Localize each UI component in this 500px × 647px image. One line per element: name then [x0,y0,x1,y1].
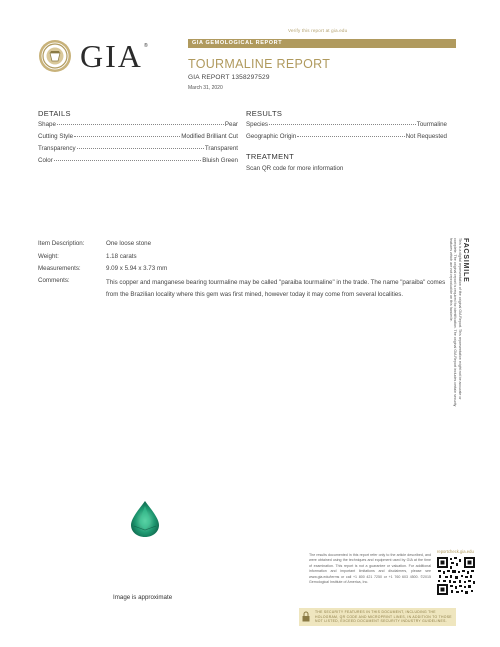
result-label: Geographic Origin [246,133,297,140]
gia-logo [38,39,156,73]
details-row-transparency [38,145,238,152]
detail-label: Cutting Style [38,133,74,140]
facsimile-notice [447,238,469,413]
image-caption: Image is approximate [113,594,173,601]
item-description-value: One loose stone [106,240,152,247]
results-row-species [246,121,447,128]
lock-icon [302,611,310,622]
detail-value: Bluish Green [202,157,238,164]
measurements-value: 9.09 x 5.94 x 3.73 mm [106,265,168,272]
verify-link[interactable]: Verify this report at gia.edu [288,28,348,33]
results-heading: RESULTS [246,109,283,118]
treatment-heading: TREATMENT [246,152,294,161]
report-number: GIA REPORT 1358297529 [188,74,270,81]
item-description-label: Item Description: [38,240,85,247]
result-label: Species [246,121,269,128]
result-value: Tourmaline [416,121,447,128]
details-row-shape [38,121,238,128]
details-row-cutting-style [38,133,238,140]
detail-value: Transparent [204,145,238,152]
treatment-text: Scan QR code for more information [246,165,344,172]
banner-text: GIA GEMOLOGICAL REPORT [192,40,283,46]
facsimile-title: FACSIMILE [462,238,469,283]
gemstone-image [128,500,162,538]
comments-value: This copper and manganese bearing tourmaline may be called "paraiba tourmaline" in the trade. The name "paraiba" comes from the Brazilian locality where this gem was first mined, however today it may come from several localities. [106,279,446,298]
gia-logo-text: GIA [80,38,143,74]
detail-value: Modified Brilliant Cut [181,133,238,140]
detail-label: Shape [38,121,56,128]
disclaimer-text: The results documented in this report refer only to the article described, and were obtained using the techniques and equipment used by GIA at the time of examination. This report is not a guarantee or valuation. For additional information and important limitations and disclaimers, please see www.gia.edu/terms or call +1 800 421 7250 or +1 760 603 4500. ©2015 Gemological Institute of America, Inc. [309,553,431,585]
result-value: Not Requested [405,133,447,140]
report-date: March 31, 2020 [188,85,223,91]
details-row-color [38,157,238,164]
results-row-origin [246,133,447,140]
registered-mark: ® [144,43,148,49]
weight-value: 1.18 carats [106,253,137,260]
comments-label: Comments: [38,277,70,284]
gia-seal-icon [38,39,72,73]
facsimile-text: This is a digital representation of the original GIA Report. This representation might not be accurate or complete. The original report is required for identification. The original GIA Report includes certain security features which are not reproducible on this facsimile. [449,238,462,407]
report-title: TOURMALINE REPORT [188,57,331,71]
weight-label: Weight: [38,253,59,260]
details-heading: DETAILS [38,109,71,118]
reportcheck-link[interactable]: reportcheck.gia.edu [437,549,474,554]
report-banner [188,39,456,48]
detail-label: Color [38,157,53,164]
security-strip [299,608,456,626]
security-strip-text: THE SECURITY FEATURES IN THIS DOCUMENT, INCLUDING THE HOLOGRAM, QR CODE AND MICROPRINT LINES, IN ADDITION TO THOSE NOT LISTED, EXCEED DOCUMENT SECURITY INDUSTRY GUIDELINES. [315,610,452,624]
measurements-label: Measurements: [38,265,81,272]
detail-value: Pear [224,121,238,128]
detail-label: Transparency [38,145,76,152]
qr-code-icon[interactable] [436,556,476,596]
